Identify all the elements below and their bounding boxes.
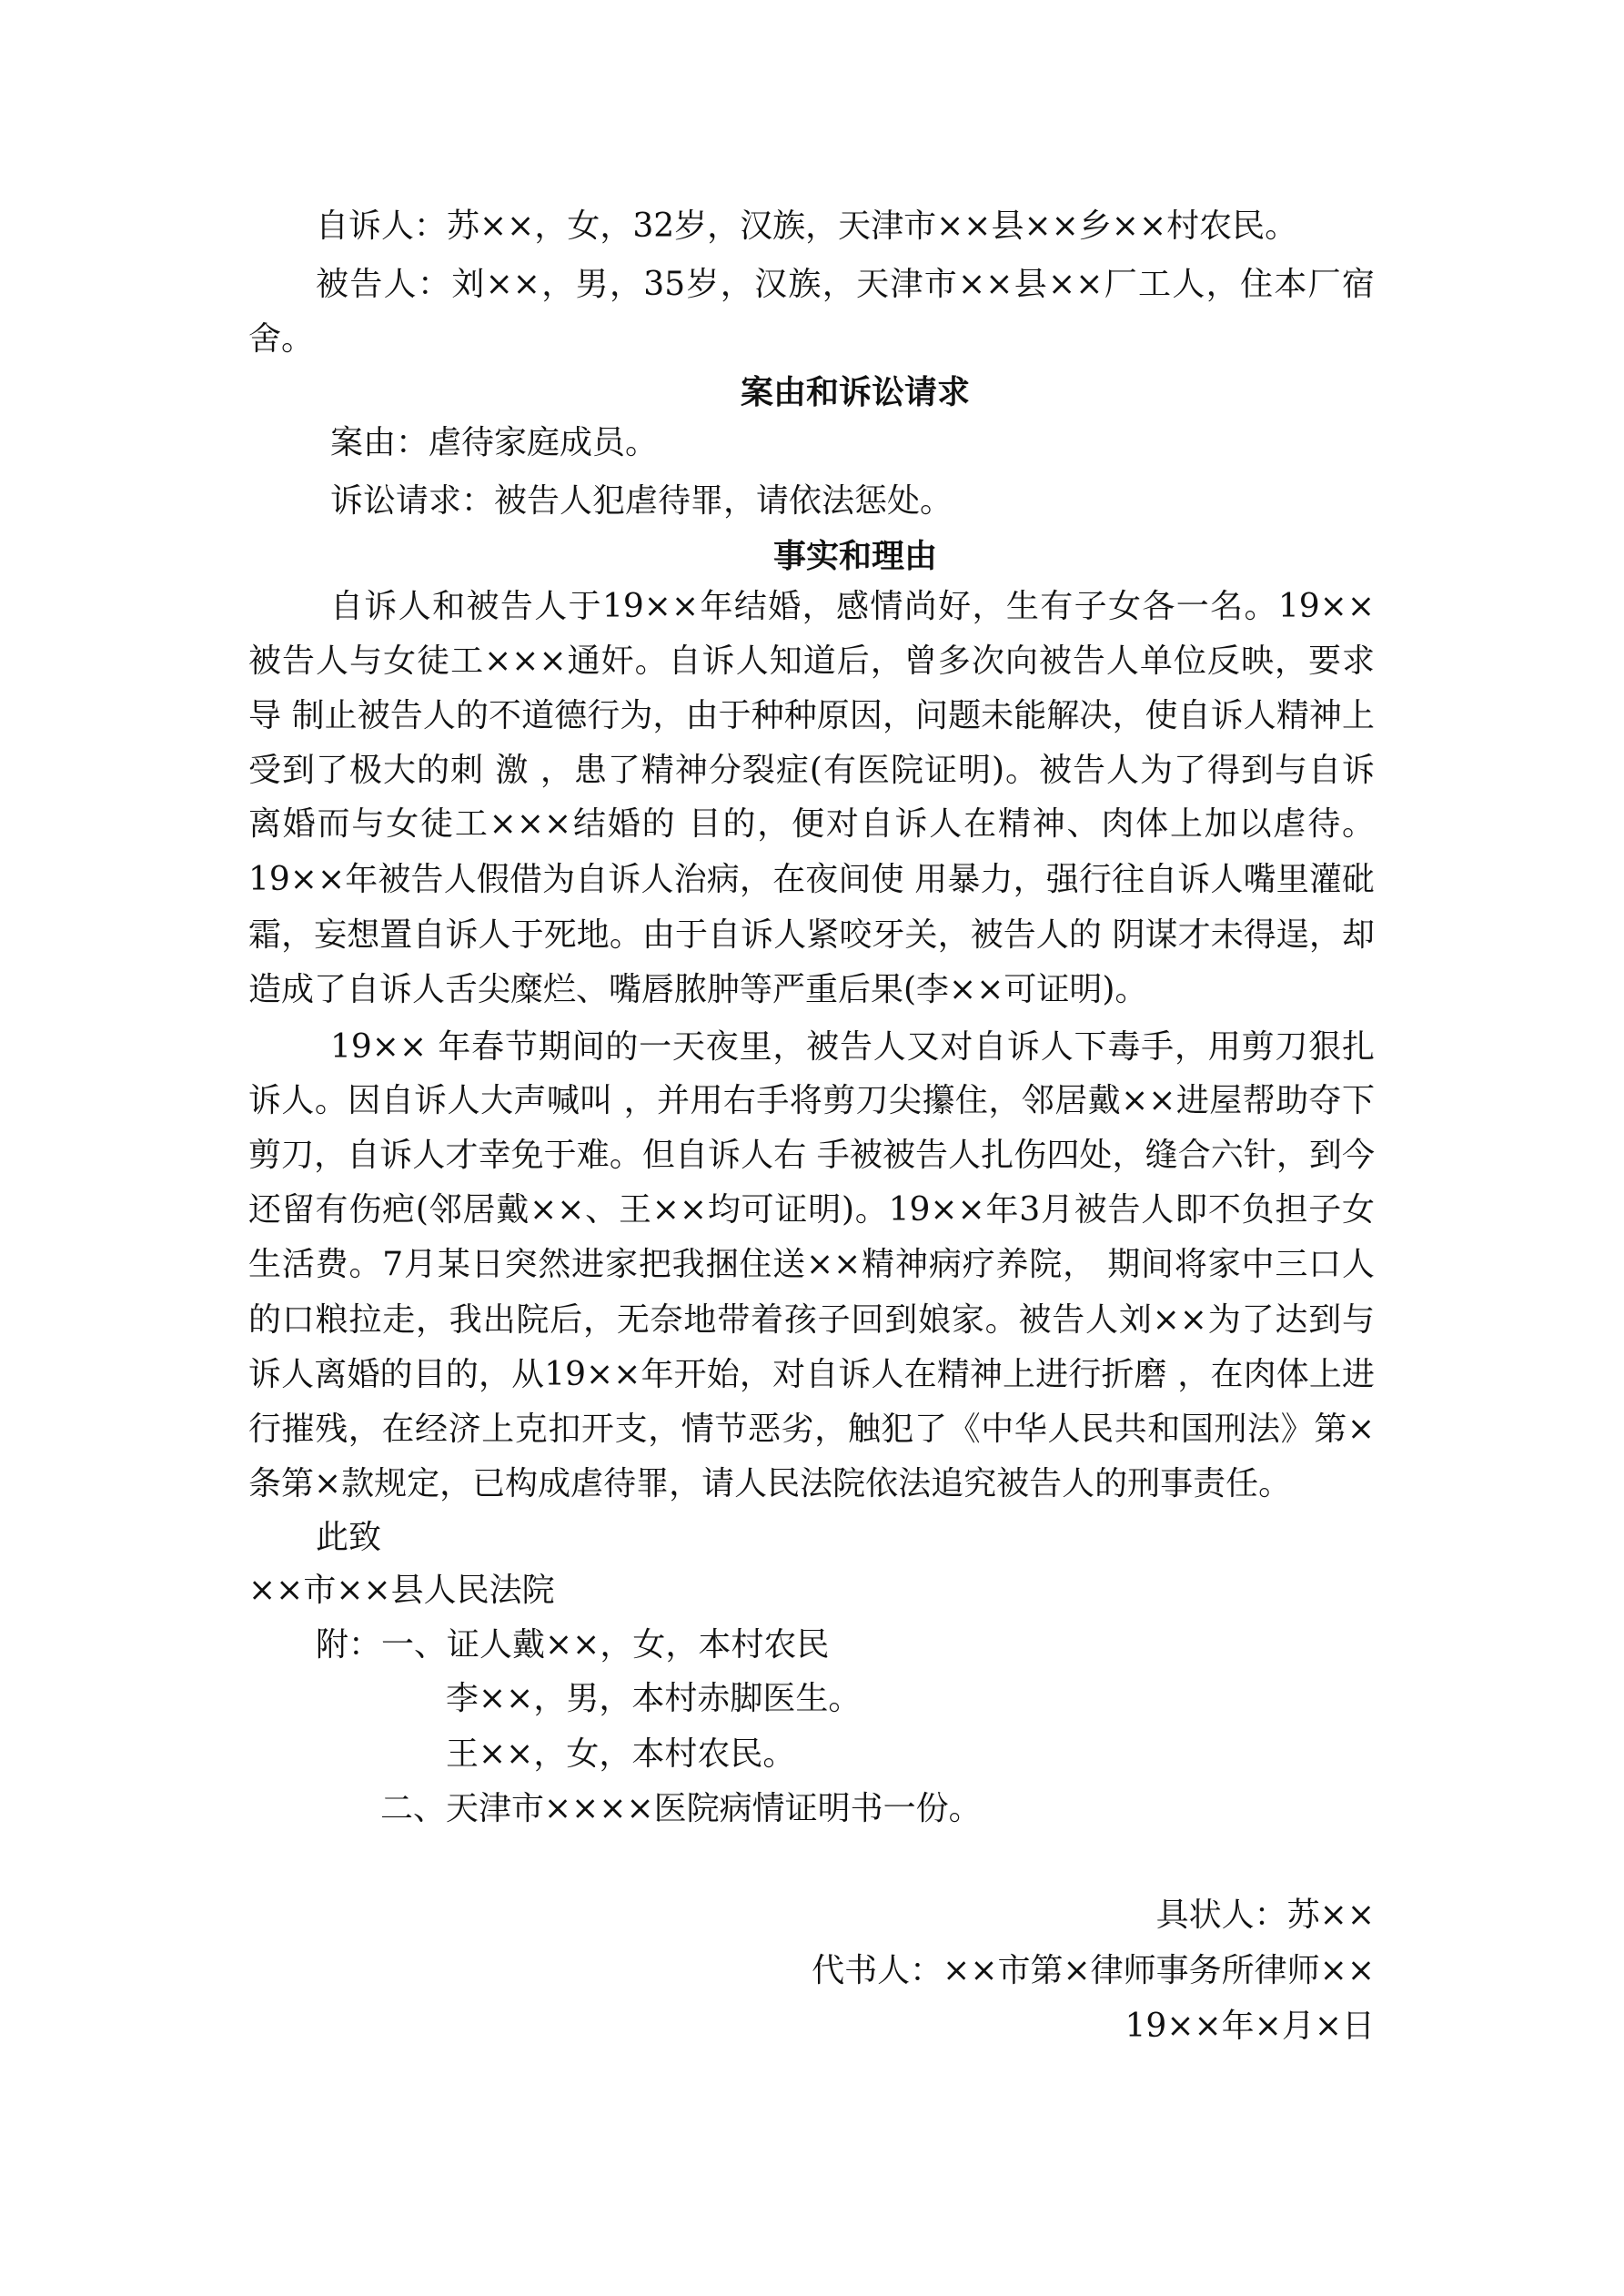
document-date: 19××年×月×日 [1125,2008,1375,2045]
cause-of-action: 案由：虐待家庭成员。 [330,424,659,461]
defendant-info-cont: 舍。 [248,320,315,358]
text-line: 还留有伤疤(邻居戴××、王××均可证明)。19××年3月被告人即不负担子女 [248,1191,1375,1229]
text-line: 造成了自诉人舌尖糜烂、嘴唇脓肿等严重后果(李××可证明)。 [248,971,1148,1008]
attachment-witness-3: 王××，女，本村农民。 [446,1735,796,1773]
defendant-info: 被告人：刘××，男，35岁，汉族，天津市××县××厂工人，住本厂宿 [316,266,1375,303]
text-line: 诉人。因自诉人大声喊叫 ，并用右手将剪刀尖攥住，邻居戴××进屋帮助夺下 [248,1082,1375,1119]
text-line: 导 制止被告人的不道德行为，由于种种原因，问题未能解决，使自诉人精神上 [248,697,1375,734]
attachment-witness-1: 附：一、证人戴××，女，本村农民 [316,1626,830,1664]
text-line: 自诉人和被告人于19××年结婚，感情尚好，生有子女各一名。19×× [330,588,1375,625]
text-line: 霜，妄想置自诉人于死地。由于自诉人紧咬牙关，被告人的 阴谋才未得逞，却 [248,916,1375,954]
text-line: 离婚而与女徒工×××结婚的 目的，便对自诉人在精神、肉体上加以虐待。 [248,805,1375,843]
text-line: 诉人离婚的目的，从19××年开始，对自诉人在精神上进行折磨 ，在肉体上进 [248,1356,1375,1393]
text-line: 生活费。7月某日突然进家把我捆住送××精神病疗养院， 期间将家中三口人 [248,1246,1375,1283]
text-line: 19×× 年春节期间的一天夜里，被告人又对自诉人下毒手，用剪刀狠扎 [330,1028,1375,1066]
filer-signature: 具状人：苏×× [1155,1896,1375,1934]
text-line: 受到了极大的刺 激 ，患了精神分裂症(有医院证明)。被告人为了得到与自诉 [248,752,1375,789]
court-name: ××市××县人民法院 [248,1572,555,1609]
attachment-medical-certificate: 二、天津市××××医院病情证明书一份。 [380,1790,982,1827]
section-heading-facts-reasons: 事实和理由 [772,537,937,575]
section-heading-cause-claim: 案由和诉讼请求 [740,373,970,411]
text-line: 行摧残，在经济上克扣开支，情节恶劣，触犯了《中华人民共和国刑法》第× [248,1411,1375,1448]
writer-signature: 代书人：××市第×律师事务所律师×× [812,1952,1375,1989]
salutation: 此致 [316,1519,382,1556]
text-line: 被告人与女徒工×××通奸。自诉人知道后，曾多次向被告人单位反映，要求 [248,642,1375,680]
attachment-witness-2: 李××，男，本村赤脚医生。 [446,1680,862,1717]
text-line: 条第×款规定，已构成虐待罪，请人民法院依法追究被告人的刑事责任。 [248,1465,1292,1502]
text-line: 的口粮拉走，我出院后，无奈地带着孩子回到娘家。被告人刘××为了达到与 [248,1301,1375,1339]
text-line: 19××年被告人假借为自诉人治病，在夜间使 用暴力，强行往自诉人嘴里灌砒 [248,861,1375,898]
plaintiff-info: 自诉人：苏××，女，32岁，汉族，天津市××县××乡××村农民。 [316,207,1298,245]
litigation-claim: 诉讼请求：被告人犯虐待罪，请依法惩处。 [330,482,953,520]
text-line: 剪刀，自诉人才幸免于难。但自诉人右 手被被告人扎伤四处，缝合六针，到今 [248,1137,1375,1174]
